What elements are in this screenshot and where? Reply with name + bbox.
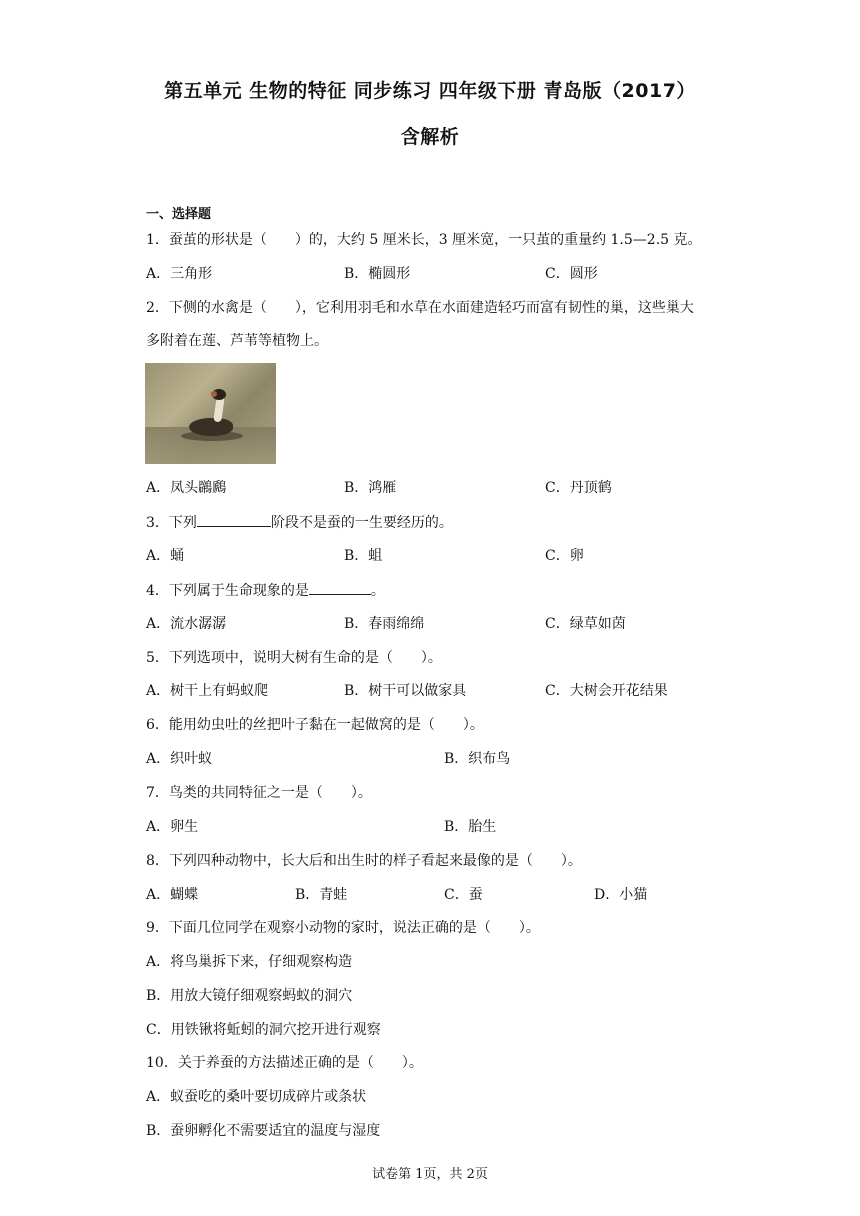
question-2-option-c: C．丹顶鹤 — [545, 480, 612, 496]
question-1-option-a: A．三角形 — [146, 266, 213, 282]
question-5-text: 5．下列选项中，说明大树有生命的是（ ）。 — [146, 650, 442, 666]
page-footer: 试卷第 1页，共 2页 — [372, 1167, 488, 1182]
grebe-photo — [145, 363, 276, 464]
question-2-text-line1: 2．下侧的水禽是（ ），它利用羽毛和水草在水面建造轻巧而富有韧性的巢，这些巢大 — [146, 300, 694, 316]
question-5-option-c: C．大树会开花结果 — [545, 683, 668, 699]
answer-blank — [197, 512, 271, 527]
question-8-text: 8．下列四种动物中，长大后和出生时的样子看起来最像的是（ ）。 — [146, 853, 582, 869]
question-10-text: 10．关于养蚕的方法描述正确的是（ ）。 — [146, 1055, 423, 1071]
question-4-text — [146, 580, 385, 601]
section-heading: 一、选择题 — [146, 207, 212, 222]
question-6-text: 6．能用幼虫吐的丝把叶子黏在一起做窝的是（ ）。 — [146, 717, 484, 733]
question-4-option-b: B．春雨绵绵 — [344, 616, 425, 632]
question-8-option-d: D．小猫 — [594, 887, 648, 903]
answer-blank — [309, 580, 371, 595]
question-3-option-c: C．卵 — [545, 548, 584, 564]
document-title-line1: 第五单元 生物的特征 同步练习 四年级下册 青岛版（2017） — [164, 80, 696, 102]
question-7-option-b: B．胎生 — [444, 819, 497, 835]
question-7-option-a: A．卵生 — [146, 819, 199, 835]
question-8-option-a: A．蝴蝶 — [146, 887, 199, 903]
question-3-text-post: 阶段不是蚕的一生要经历的。 — [270, 515, 453, 531]
question-4-text-pre: 4．下列属于生命现象的是 — [146, 583, 309, 599]
question-9-option-b: B．用放大镜仔细观察蚂蚁的洞穴 — [146, 988, 353, 1004]
question-4-text-post: 。 — [370, 583, 385, 599]
question-7-text: 7．鸟类的共同特征之一是（ ）。 — [146, 785, 372, 801]
question-8-option-c: C．蚕 — [444, 887, 483, 903]
question-10-option-a: A．蚁蚕吃的桑叶要切成碎片或条状 — [146, 1089, 367, 1105]
question-3-text — [146, 512, 453, 533]
question-1-text: 1．蚕茧的形状是（ ）的，大约 5 厘米长，3 厘米宽，一只茧的重量约 1.5—2.5 克。 — [146, 232, 702, 248]
question-9-text: 9．下面几位同学在观察小动物的家时，说法正确的是（ ）。 — [146, 920, 540, 936]
question-8-option-b: B．青蛙 — [295, 887, 348, 903]
question-2-option-a: A．凤头鸊鷉 — [146, 480, 227, 496]
question-3-text-pre: 3．下列 — [146, 515, 197, 531]
question-2-text-line2: 多附着在莲、芦苇等植物上。 — [146, 333, 328, 349]
question-10-option-b: B．蚕卵孵化不需要适宜的温度与湿度 — [146, 1123, 381, 1139]
question-3-option-a: A．蛹 — [146, 548, 185, 564]
question-9-option-c: C．用铁锹将蚯蚓的洞穴挖开进行观察 — [146, 1022, 381, 1038]
question-3-option-b: B．蛆 — [344, 548, 383, 564]
question-4-option-c: C．绿草如茵 — [545, 616, 626, 632]
question-4-option-a: A．流水潺潺 — [146, 616, 227, 632]
question-6-option-b: B．织布鸟 — [444, 751, 511, 767]
question-6-option-a: A．织叶蚁 — [146, 751, 213, 767]
question-1-option-b: B．椭圆形 — [344, 266, 411, 282]
question-5-option-b: B．树干可以做家具 — [344, 683, 467, 699]
question-9-option-a: A．将鸟巢拆下来，仔细观察构造 — [146, 954, 353, 970]
question-5-option-a: A．树干上有蚂蚁爬 — [146, 683, 269, 699]
question-2-option-b: B．鸿雁 — [344, 480, 397, 496]
document-title-line2: 含解析 — [400, 126, 460, 148]
question-1-option-c: C．圆形 — [545, 266, 598, 282]
